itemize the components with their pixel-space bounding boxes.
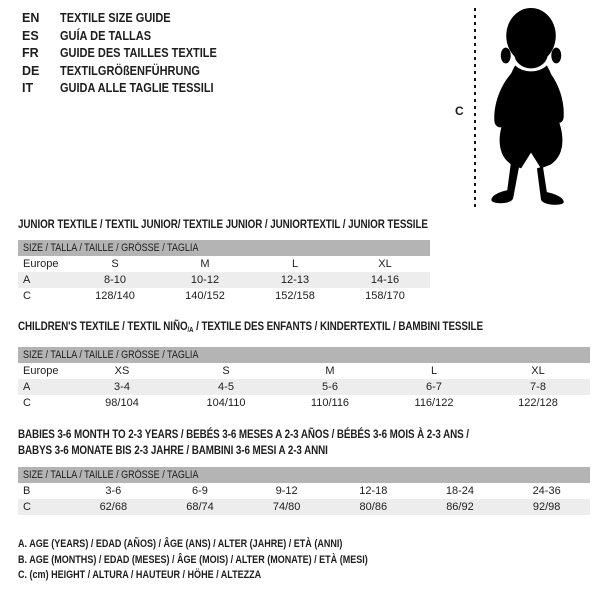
language-label: GUIDE DES TAILLES TEXTILE — [60, 46, 217, 60]
section-title-text — [18, 318, 483, 338]
row-label: A — [23, 274, 31, 286]
table-cell: 3-4 — [114, 381, 130, 393]
table-cell: 80/86 — [359, 501, 388, 513]
table-cell: XS — [114, 365, 130, 377]
row-label: Europe — [23, 258, 59, 270]
footnote-text: B. AGE (MONTHS) / EDAD (MESES) / ÂGE (MOIS) / ALTER (MONATE) / ETÀ (MESI) — [18, 553, 368, 566]
section-title-text: JUNIOR TEXTILE / TEXTIL JUNIOR/ TEXTILE JUNIOR / JUNIORTEXTIL / JUNIOR TESSILE — [18, 217, 428, 231]
table-cell: 12-18 — [359, 485, 388, 497]
language-legend — [22, 10, 238, 98]
language-code: FR — [22, 46, 39, 60]
table-cell: 10-12 — [190, 274, 220, 286]
table-cell: 104/110 — [206, 397, 246, 409]
table-cell: 128/140 — [95, 290, 135, 302]
language-label: GUÍA DE TALLAS — [60, 28, 152, 43]
size-header-row — [18, 467, 590, 483]
table-row — [18, 288, 430, 304]
table-cell: 68/74 — [186, 501, 214, 513]
table-cell: 5-6 — [322, 381, 338, 393]
language-label: TEXTILE SIZE GUIDE — [60, 11, 171, 25]
language-row-fr — [22, 45, 238, 63]
table-cell: 62/68 — [99, 501, 128, 513]
table-cell: M — [200, 258, 210, 270]
row-label: Europe — [23, 365, 59, 377]
table-cell: M — [325, 365, 335, 377]
table-cell: 110/116 — [310, 397, 350, 409]
toddler-silhouette-icon — [478, 6, 586, 210]
table-cell: 8-10 — [103, 274, 127, 286]
table-cell: 6-7 — [426, 381, 442, 393]
junior-size-table — [18, 240, 430, 304]
table-cell: 74/80 — [272, 501, 301, 513]
size-header-row — [18, 240, 430, 256]
babies-size-table — [18, 467, 590, 515]
table-row — [18, 379, 590, 395]
table-cell: S — [222, 365, 230, 377]
table-cell: 140/152 — [185, 290, 225, 302]
table-cell: 24-36 — [532, 485, 561, 497]
table-cell: 14-16 — [370, 274, 400, 286]
table-row — [18, 499, 590, 515]
size-header-text: SIZE / TALLA / TAILLE / GRÖSSE / TAGLIA — [23, 349, 199, 361]
table-row — [18, 256, 430, 272]
table-cell: L — [291, 258, 299, 270]
size-header-text: SIZE / TALLA / TAILLE / GRÖSSE / TAGLIA — [23, 469, 199, 481]
footnote-a — [18, 537, 445, 553]
table-cell: 86/92 — [446, 501, 474, 513]
table-cell: 92/98 — [532, 501, 561, 513]
row-label: C — [23, 501, 31, 513]
table-cell: 6-9 — [192, 485, 208, 497]
table-cell: 18-24 — [445, 485, 475, 497]
footnote-text: C. (cm) HEIGHT / ALTURA / HAUTEUR / HÖHE / ALTEZZA — [18, 569, 262, 581]
section-title-line2: BABYS 3-6 MONATE BIS 2-3 JAHRE / BAMBINI 3-6 MESI A 2-3 ANNI — [18, 443, 328, 457]
table-row — [18, 483, 590, 499]
size-header — [18, 347, 590, 363]
size-header — [18, 240, 430, 256]
table-cell: 7-8 — [530, 381, 546, 393]
table-cell: 158/170 — [365, 290, 405, 302]
table-cell: 116/122 — [414, 397, 454, 409]
section-title-babies — [18, 426, 568, 458]
row-label: B — [23, 485, 31, 497]
language-label: GUIDA ALLE TAGLIE TESSILI — [60, 81, 214, 95]
table-cell: L — [430, 365, 438, 377]
row-label: C — [23, 290, 31, 302]
section-title-junior — [18, 216, 518, 232]
footnote-c — [18, 568, 445, 584]
title-part: CHILDREN'S TEXTILE / TEXTIL NIÑO — [18, 319, 188, 333]
table-cell: 98/104 — [105, 397, 139, 409]
language-row-it — [22, 80, 238, 98]
section-title-line1: BABIES 3-6 MONTH TO 2-3 YEARS / BEBÉS 3-6 MESES A 2-3 AÑOS / BÉBÉS 3-6 MOIS À 2-3 ANS / — [18, 427, 469, 441]
table-row — [18, 363, 590, 379]
footnote-text: A. AGE (YEARS) / EDAD (AÑOS) / ÂGE (ANS) / ALTER (JAHRE) / ETÀ (ANNI) — [18, 538, 343, 550]
size-header-text: SIZE / TALLA / TAILLE / GRÖSSE / TAGLIA — [23, 242, 199, 254]
table-cell: 152/158 — [275, 290, 315, 302]
language-row-en — [22, 10, 238, 28]
children-size-table — [18, 347, 590, 411]
language-code: ES — [22, 28, 39, 43]
table-cell: XL — [531, 365, 545, 377]
height-measure-label: C — [455, 104, 464, 118]
language-row-de — [22, 63, 238, 81]
language-code: DE — [22, 63, 40, 78]
table-cell: 12-13 — [280, 274, 310, 286]
language-code: IT — [22, 81, 34, 95]
table-cell: XL — [378, 258, 392, 270]
table-row — [18, 272, 430, 288]
height-measure-dashed-line — [474, 8, 476, 208]
language-code: EN — [22, 11, 40, 25]
footnote-legend — [18, 537, 445, 584]
table-cell: 122/128 — [518, 397, 558, 409]
table-cell: 4-5 — [218, 381, 234, 393]
table-cell: 9-12 — [275, 485, 298, 497]
title-subscript: /A — [187, 324, 194, 334]
language-label: TEXTILGRÖßENFÜHRUNG — [60, 63, 200, 78]
title-part: / TEXTILE DES ENFANTS / KINDERTEXTIL / BAMBINI TESSILE — [193, 319, 483, 333]
row-label: C — [23, 397, 31, 409]
footnote-b — [18, 553, 445, 569]
table-row — [18, 395, 590, 411]
size-header-row — [18, 347, 590, 363]
size-header — [18, 467, 590, 483]
language-row-es — [22, 28, 238, 46]
section-title-children — [18, 318, 585, 338]
row-label: A — [23, 381, 31, 393]
table-cell: 3-6 — [105, 485, 122, 497]
table-cell: S — [111, 258, 119, 270]
